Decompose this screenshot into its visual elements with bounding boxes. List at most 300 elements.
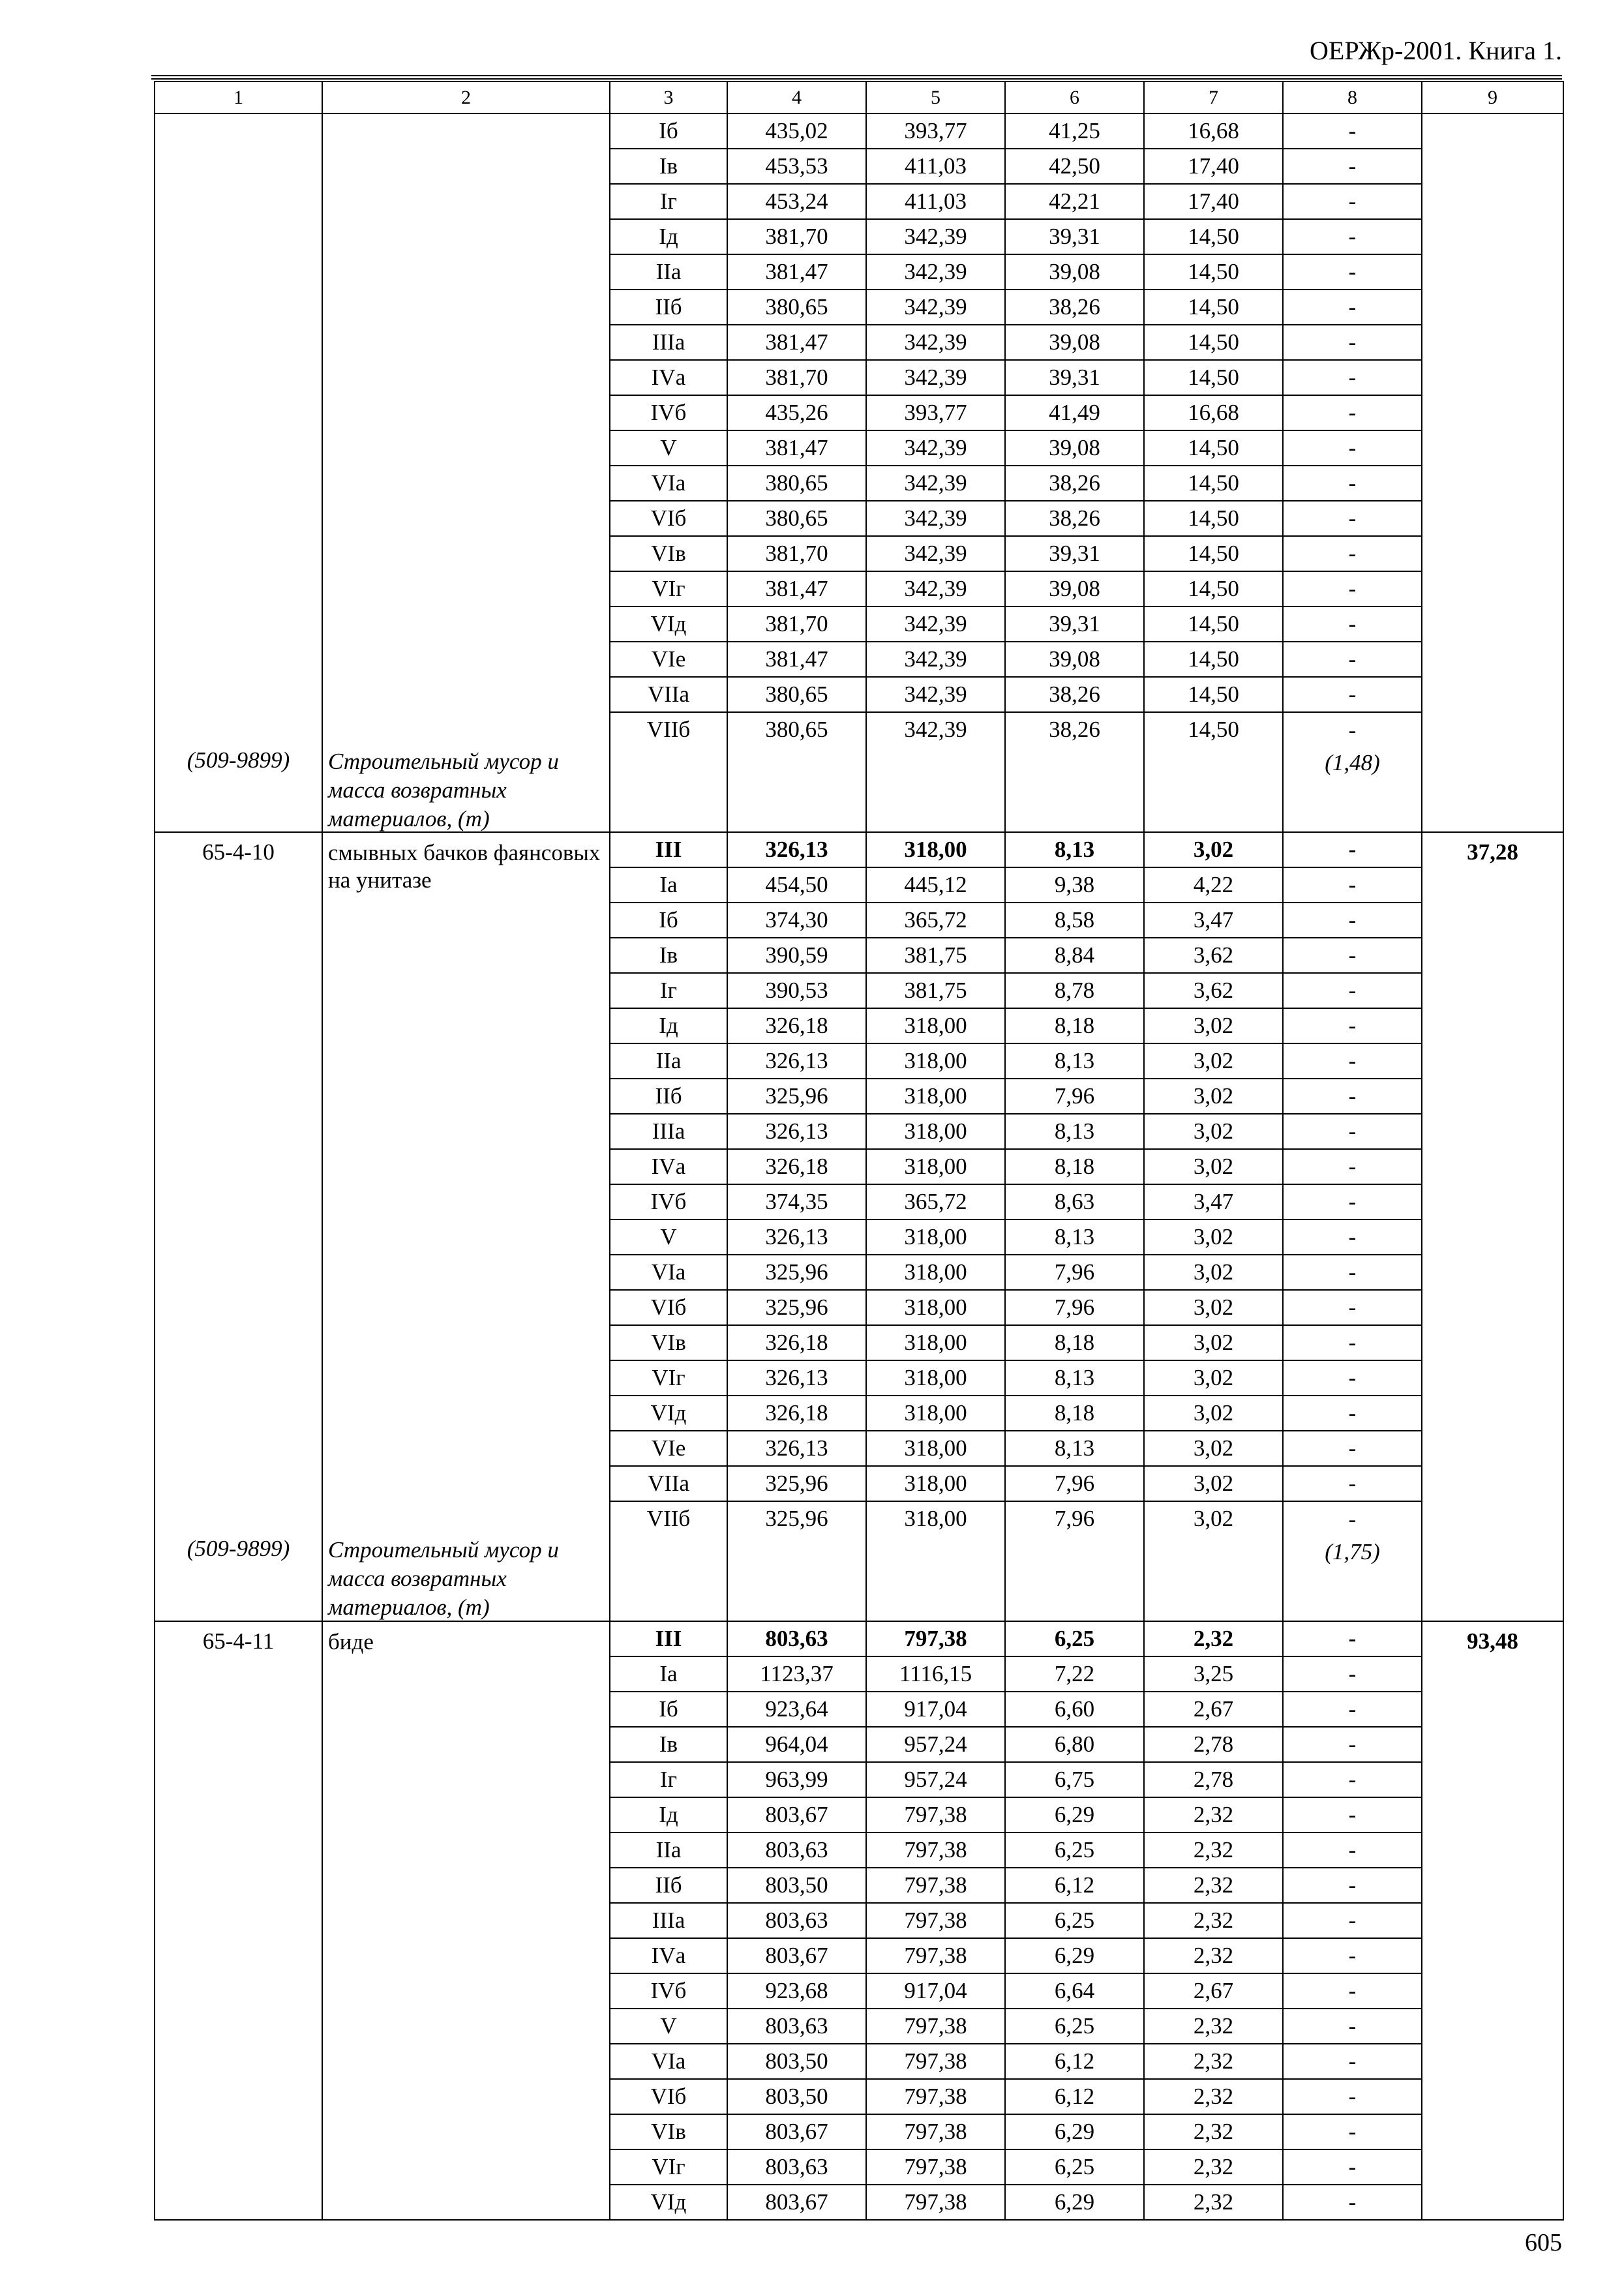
value-cell-c6: 39,08 bbox=[1005, 430, 1144, 466]
value-cell-c6: 6,12 bbox=[1005, 2079, 1144, 2114]
value-cell-c8: - bbox=[1283, 1396, 1422, 1431]
zone-cell: V bbox=[610, 2009, 727, 2044]
value-cell-c7: 3,02 bbox=[1144, 1396, 1283, 1431]
name-cell bbox=[322, 1621, 610, 2220]
zone-cell: VIв bbox=[610, 2114, 727, 2149]
value-cell-c7: 4,22 bbox=[1144, 867, 1283, 903]
value-cell-c4: 964,04 bbox=[727, 1727, 866, 1762]
resource-quantity: (1,48) bbox=[1325, 750, 1380, 775]
value-cell-c8: - bbox=[1283, 973, 1422, 1008]
zone-cell: VIв bbox=[610, 536, 727, 571]
value-cell-c7: 2,67 bbox=[1144, 1973, 1283, 2009]
value-cell-c4: 803,63 bbox=[727, 1903, 866, 1938]
value-cell-c6: 42,50 bbox=[1005, 149, 1144, 184]
value-cell-c4: 325,96 bbox=[727, 1079, 866, 1114]
header-double-rule bbox=[151, 75, 1562, 80]
zone-cell: VIд bbox=[610, 606, 727, 642]
value-cell-c8: - bbox=[1283, 2114, 1422, 2149]
value-cell-c7: 14,50 bbox=[1144, 290, 1283, 325]
value-cell-c7: 14,50 bbox=[1144, 677, 1283, 712]
value-cell-c4: 381,70 bbox=[727, 360, 866, 395]
value-cell-c8: - bbox=[1283, 642, 1422, 677]
value-cell-c6: 6,29 bbox=[1005, 1797, 1144, 1833]
value-cell-c6: 6,29 bbox=[1005, 1938, 1144, 1973]
total-cell bbox=[1422, 832, 1563, 1621]
value-cell-c5: 318,00 bbox=[866, 1149, 1005, 1184]
value-cell-c5: 318,00 bbox=[866, 1114, 1005, 1149]
value-cell-c5: 342,39 bbox=[866, 712, 1005, 832]
value-cell-c5: 342,39 bbox=[866, 360, 1005, 395]
column-number: 5 bbox=[866, 82, 1005, 113]
value-cell-c8: - bbox=[1283, 536, 1422, 571]
value-cell-c5: 445,12 bbox=[866, 867, 1005, 903]
zone-cell: IIа bbox=[610, 1833, 727, 1868]
value-cell-c5: 342,39 bbox=[866, 254, 1005, 290]
value-cell-c4: 380,65 bbox=[727, 466, 866, 501]
value-cell-c8: - bbox=[1283, 1008, 1422, 1043]
zone-cell: IIIа bbox=[610, 1114, 727, 1149]
value-cell-c4: 326,13 bbox=[727, 832, 866, 867]
value-cell-c6: 8,18 bbox=[1005, 1325, 1144, 1360]
value-cell-c8: - bbox=[1283, 2044, 1422, 2079]
value-cell-c7: 2,32 bbox=[1144, 2185, 1283, 2220]
value-cell-c6: 6,12 bbox=[1005, 1868, 1144, 1903]
value-cell-c8: - bbox=[1283, 903, 1422, 938]
zone-cell: Iв bbox=[610, 1727, 727, 1762]
value-cell-c7: 14,50 bbox=[1144, 430, 1283, 466]
resource-code: (509-9899) bbox=[187, 1536, 290, 1562]
value-cell-c6: 6,25 bbox=[1005, 1903, 1144, 1938]
value-cell-c8 bbox=[1283, 1501, 1422, 1621]
value-cell-c5: 318,00 bbox=[866, 1325, 1005, 1360]
value-cell-c5: 365,72 bbox=[866, 1184, 1005, 1219]
value-cell-c8: - bbox=[1283, 149, 1422, 184]
zone-cell: Iб bbox=[610, 113, 727, 149]
zone-cell: VIIа bbox=[610, 677, 727, 712]
value-cell-c8: - bbox=[1283, 430, 1422, 466]
value-cell-c4: 381,70 bbox=[727, 219, 866, 254]
value-cell-c5: 318,00 bbox=[866, 832, 1005, 867]
zone-cell: V bbox=[610, 1219, 727, 1255]
zone-cell: Iг bbox=[610, 973, 727, 1008]
value-cell-c6: 7,96 bbox=[1005, 1501, 1144, 1621]
value-cell-c4: 803,50 bbox=[727, 2044, 866, 2079]
value-cell-c8: - bbox=[1283, 1255, 1422, 1290]
zone-cell: Iд bbox=[610, 1008, 727, 1043]
value-cell-c6: 7,96 bbox=[1005, 1466, 1144, 1501]
value-cell-c8: - bbox=[1283, 113, 1422, 149]
value-cell-c8: - bbox=[1283, 1290, 1422, 1325]
value-cell-c5: 797,38 bbox=[866, 2009, 1005, 2044]
value-cell-c7: 14,50 bbox=[1144, 571, 1283, 606]
value-cell-c7: 2,32 bbox=[1144, 2044, 1283, 2079]
value-cell-c6: 8,13 bbox=[1005, 1219, 1144, 1255]
value-cell-c8: - bbox=[1283, 832, 1422, 867]
value-cell-c5: 342,39 bbox=[866, 642, 1005, 677]
value-cell-c8: - bbox=[1283, 1938, 1422, 1973]
value-cell-c5: 957,24 bbox=[866, 1762, 1005, 1797]
zone-cell: VIб bbox=[610, 501, 727, 536]
value-cell-c6: 8,58 bbox=[1005, 903, 1144, 938]
value-cell-c6: 6,25 bbox=[1005, 2149, 1144, 2185]
value-cell-c4: 803,67 bbox=[727, 1938, 866, 1973]
value-cell-c5: 318,00 bbox=[866, 1431, 1005, 1466]
name-cell bbox=[322, 832, 610, 1621]
zone-cell: IVа bbox=[610, 1938, 727, 1973]
value-cell-c7: 3,02 bbox=[1144, 1114, 1283, 1149]
value-cell-c6: 6,25 bbox=[1005, 1833, 1144, 1868]
value-cell-c6: 39,08 bbox=[1005, 571, 1144, 606]
value-cell-c7: 3,02 bbox=[1144, 1079, 1283, 1114]
value-cell-c6: 39,31 bbox=[1005, 536, 1144, 571]
value-cell-c6: 6,29 bbox=[1005, 2114, 1144, 2149]
value-cell-c5: 318,00 bbox=[866, 1255, 1005, 1290]
value-cell-c4: 803,67 bbox=[727, 1797, 866, 1833]
value-cell-c5: 1116,15 bbox=[866, 1656, 1005, 1692]
table-row bbox=[155, 832, 1563, 867]
zone-cell: IIа bbox=[610, 1043, 727, 1079]
total-cell bbox=[1422, 1621, 1563, 2220]
column-number: 9 bbox=[1422, 82, 1563, 113]
zone-cell: V bbox=[610, 430, 727, 466]
value-cell-c7: 2,67 bbox=[1144, 1692, 1283, 1727]
zone-cell: VIб bbox=[610, 1290, 727, 1325]
value-cell-c8: - bbox=[1283, 677, 1422, 712]
value-cell-c5: 381,75 bbox=[866, 973, 1005, 1008]
value-cell-c7: 2,32 bbox=[1144, 2149, 1283, 2185]
value-cell-c6: 8,78 bbox=[1005, 973, 1144, 1008]
value-cell-c7: 2,32 bbox=[1144, 1621, 1283, 1656]
zone-cell: IIб bbox=[610, 1868, 727, 1903]
value-cell-c7: 3,02 bbox=[1144, 1219, 1283, 1255]
column-number: 2 bbox=[322, 82, 610, 113]
value-cell-c4: 803,63 bbox=[727, 1621, 866, 1656]
value-cell-c7: 2,32 bbox=[1144, 1868, 1283, 1903]
value-cell-c8: - bbox=[1283, 501, 1422, 536]
column-number: 3 bbox=[610, 82, 727, 113]
zone-cell: Iг bbox=[610, 1762, 727, 1797]
value-cell-c5: 318,00 bbox=[866, 1079, 1005, 1114]
value-cell-c5: 797,38 bbox=[866, 2044, 1005, 2079]
value-cell-c6: 41,25 bbox=[1005, 113, 1144, 149]
zone-cell: Iд bbox=[610, 219, 727, 254]
value-cell-c8: - bbox=[1283, 395, 1422, 430]
value-cell-c5: 318,00 bbox=[866, 1043, 1005, 1079]
value-cell-c6: 6,80 bbox=[1005, 1727, 1144, 1762]
value-cell-c5: 342,39 bbox=[866, 571, 1005, 606]
value-cell-c6: 8,13 bbox=[1005, 1360, 1144, 1396]
value-cell-c8: - bbox=[1283, 2149, 1422, 2185]
value-cell-c6: 41,49 bbox=[1005, 395, 1144, 430]
value-cell-c7: 3,02 bbox=[1144, 1360, 1283, 1396]
value-cell-c8: - bbox=[1283, 290, 1422, 325]
column-number-row bbox=[155, 82, 1563, 113]
total-value: 37,28 bbox=[1467, 839, 1518, 865]
value-cell-c4: 390,59 bbox=[727, 938, 866, 973]
value-cell-c7: 3,02 bbox=[1144, 1255, 1283, 1290]
table-row bbox=[155, 113, 1563, 149]
zone-cell: IIIа bbox=[610, 325, 727, 360]
table-body bbox=[155, 82, 1563, 2220]
value-cell-c7: 17,40 bbox=[1144, 149, 1283, 184]
value-cell-c6: 39,08 bbox=[1005, 254, 1144, 290]
value-cell-c5: 318,00 bbox=[866, 1008, 1005, 1043]
value-cell-c6: 6,60 bbox=[1005, 1692, 1144, 1727]
value-cell-c6: 7,96 bbox=[1005, 1079, 1144, 1114]
value-cell-c7: 3,02 bbox=[1144, 1431, 1283, 1466]
zone-cell: VIа bbox=[610, 2044, 727, 2079]
value-cell-c4: 381,47 bbox=[727, 642, 866, 677]
value-cell-c6: 7,96 bbox=[1005, 1255, 1144, 1290]
value-cell-c6: 39,08 bbox=[1005, 642, 1144, 677]
code-cell bbox=[155, 113, 322, 832]
rate-code: 65-4-11 bbox=[202, 1628, 275, 1654]
value-cell-c8: - bbox=[1283, 1360, 1422, 1396]
value-cell-c7: 14,50 bbox=[1144, 254, 1283, 290]
value-cell-c6: 38,26 bbox=[1005, 712, 1144, 832]
value-cell-c4: 381,70 bbox=[727, 536, 866, 571]
zone-cell: VIе bbox=[610, 642, 727, 677]
value-cell-c4: 923,64 bbox=[727, 1692, 866, 1727]
column-number: 6 bbox=[1005, 82, 1144, 113]
work-name: смывных бачков фаянсовых на унитазе bbox=[328, 840, 601, 893]
value-cell-c5: 342,39 bbox=[866, 677, 1005, 712]
value-cell-c7: 14,50 bbox=[1144, 536, 1283, 571]
value-cell-c4: 325,96 bbox=[727, 1290, 866, 1325]
value-cell-c4: 380,65 bbox=[727, 677, 866, 712]
value-cell-c5: 318,00 bbox=[866, 1290, 1005, 1325]
value-cell-c7: 2,78 bbox=[1144, 1727, 1283, 1762]
zone-cell: IIб bbox=[610, 1079, 727, 1114]
value-cell-c8: - bbox=[1283, 1043, 1422, 1079]
value-cell-c5: 342,39 bbox=[866, 290, 1005, 325]
page-number: 605 bbox=[1525, 2229, 1562, 2256]
value-cell-c8: - bbox=[1283, 466, 1422, 501]
value-cell-c4: 326,13 bbox=[727, 1360, 866, 1396]
value-cell-c5: 365,72 bbox=[866, 903, 1005, 938]
value-cell-c4: 803,63 bbox=[727, 2149, 866, 2185]
zone-cell: VIд bbox=[610, 1396, 727, 1431]
value-cell-c7: 2,32 bbox=[1144, 1903, 1283, 1938]
value-cell-c6: 39,31 bbox=[1005, 219, 1144, 254]
zone-cell: III bbox=[610, 1621, 727, 1656]
value-cell-c5: 342,39 bbox=[866, 325, 1005, 360]
value-cell-c7: 14,50 bbox=[1144, 712, 1283, 832]
value-cell-c4: 803,50 bbox=[727, 1868, 866, 1903]
value-cell-c7: 3,02 bbox=[1144, 1466, 1283, 1501]
value-cell-c5: 411,03 bbox=[866, 184, 1005, 219]
value-cell-c4: 374,35 bbox=[727, 1184, 866, 1219]
value-cell-c8: - bbox=[1283, 219, 1422, 254]
value-cell-c4: 326,13 bbox=[727, 1043, 866, 1079]
zone-cell: VIб bbox=[610, 2079, 727, 2114]
value-cell-c7: 2,78 bbox=[1144, 1762, 1283, 1797]
value-cell-c4: 435,26 bbox=[727, 395, 866, 430]
resource-code: (509-9899) bbox=[187, 747, 290, 773]
work-name bbox=[323, 114, 609, 121]
value-cell-c6: 38,26 bbox=[1005, 501, 1144, 536]
value-cell-c4: 803,63 bbox=[727, 2009, 866, 2044]
value-cell-c8: - bbox=[1283, 1079, 1422, 1114]
zone-cell: Iг bbox=[610, 184, 727, 219]
value-cell-c5: 797,38 bbox=[866, 2114, 1005, 2149]
value-cell-c5: 797,38 bbox=[866, 1833, 1005, 1868]
value-cell-c7: 16,68 bbox=[1144, 395, 1283, 430]
table-row bbox=[155, 1621, 1563, 1656]
value-cell-c6: 8,18 bbox=[1005, 1396, 1144, 1431]
zone-cell: Iв bbox=[610, 149, 727, 184]
zone-cell: VIе bbox=[610, 1431, 727, 1466]
value-cell-c4: 803,67 bbox=[727, 2114, 866, 2149]
page-header-title: ОЕРЖр-2001. Книга 1. bbox=[1310, 36, 1562, 65]
zone-cell: VIг bbox=[610, 2149, 727, 2185]
value-cell-c4: 326,13 bbox=[727, 1431, 866, 1466]
value-cell-c8: - bbox=[1283, 1692, 1422, 1727]
zone-cell: Iб bbox=[610, 903, 727, 938]
value-cell-c8: - bbox=[1283, 254, 1422, 290]
value-cell-c8: - bbox=[1283, 1621, 1422, 1656]
zone-cell: Iв bbox=[610, 938, 727, 973]
column-number: 4 bbox=[727, 82, 866, 113]
value-cell-c6: 9,38 bbox=[1005, 867, 1144, 903]
value-cell-c8 bbox=[1283, 712, 1422, 832]
value-cell-c8: - bbox=[1283, 1973, 1422, 2009]
value-cell-c5: 318,00 bbox=[866, 1396, 1005, 1431]
zone-cell: IVа bbox=[610, 360, 727, 395]
column-number: 7 bbox=[1144, 82, 1283, 113]
value-cell-c4: 326,13 bbox=[727, 1114, 866, 1149]
value-cell-c5: 917,04 bbox=[866, 1973, 1005, 2009]
zone-cell: IIа bbox=[610, 254, 727, 290]
value-cell-c6: 8,18 bbox=[1005, 1149, 1144, 1184]
zone-cell: III bbox=[610, 832, 727, 867]
price-table bbox=[154, 81, 1564, 2221]
value-cell-c8: - bbox=[1283, 325, 1422, 360]
value-cell-c5: 393,77 bbox=[866, 113, 1005, 149]
value-cell-c6: 8,13 bbox=[1005, 832, 1144, 867]
value-cell-c4: 380,65 bbox=[727, 712, 866, 832]
value-cell-c8: - bbox=[1283, 2185, 1422, 2220]
value-cell-c6: 8,13 bbox=[1005, 1114, 1144, 1149]
value-cell-c6: 8,13 bbox=[1005, 1431, 1144, 1466]
value-cell-c7: 3,02 bbox=[1144, 1008, 1283, 1043]
work-name: биде bbox=[328, 1629, 374, 1654]
value-cell-c6: 6,75 bbox=[1005, 1762, 1144, 1797]
value-cell-c7: 14,50 bbox=[1144, 325, 1283, 360]
total-cell bbox=[1422, 113, 1563, 832]
value-cell-c5: 318,00 bbox=[866, 1501, 1005, 1621]
resource-quantity: (1,75) bbox=[1325, 1539, 1380, 1564]
value-cell-c7: 14,50 bbox=[1144, 501, 1283, 536]
value-cell-c7: 3,62 bbox=[1144, 973, 1283, 1008]
value-cell-c6: 39,08 bbox=[1005, 325, 1144, 360]
value-cell-c6: 8,63 bbox=[1005, 1184, 1144, 1219]
value-cell-c7: 3,47 bbox=[1144, 903, 1283, 938]
zone-cell: VIа bbox=[610, 466, 727, 501]
value-cell-c5: 342,39 bbox=[866, 501, 1005, 536]
value-cell-c8: - bbox=[1283, 1727, 1422, 1762]
zone-cell: Iа bbox=[610, 867, 727, 903]
value-cell-c8: - bbox=[1283, 184, 1422, 219]
value-cell-c7: 14,50 bbox=[1144, 219, 1283, 254]
value-cell-c8: - bbox=[1283, 2079, 1422, 2114]
value-cell-c7: 2,32 bbox=[1144, 1833, 1283, 1868]
value-cell-c6: 39,31 bbox=[1005, 606, 1144, 642]
value-cell-c7: 3,02 bbox=[1144, 1149, 1283, 1184]
value-cell-c6: 39,31 bbox=[1005, 360, 1144, 395]
value-cell-c5: 797,38 bbox=[866, 1938, 1005, 1973]
value-cell-c8: - bbox=[1283, 571, 1422, 606]
zone-cell: VIIб bbox=[610, 712, 727, 832]
value-cell-c4: 453,53 bbox=[727, 149, 866, 184]
value-cell-c5: 957,24 bbox=[866, 1727, 1005, 1762]
value-cell-c4: 1123,37 bbox=[727, 1656, 866, 1692]
value-cell-c4: 325,96 bbox=[727, 1255, 866, 1290]
value-cell-c5: 393,77 bbox=[866, 395, 1005, 430]
value-cell-c6: 38,26 bbox=[1005, 466, 1144, 501]
dash-value: - bbox=[1348, 1506, 1357, 1532]
value-cell-c8: - bbox=[1283, 1797, 1422, 1833]
value-cell-c6: 6,64 bbox=[1005, 1973, 1144, 2009]
value-cell-c8: - bbox=[1283, 1431, 1422, 1466]
value-cell-c5: 797,38 bbox=[866, 2185, 1005, 2220]
value-cell-c7: 3,02 bbox=[1144, 1043, 1283, 1079]
value-cell-c8: - bbox=[1283, 1149, 1422, 1184]
value-cell-c4: 326,18 bbox=[727, 1008, 866, 1043]
value-cell-c8: - bbox=[1283, 1868, 1422, 1903]
code-cell bbox=[155, 1621, 322, 2220]
value-cell-c7: 3,02 bbox=[1144, 1290, 1283, 1325]
value-cell-c6: 8,13 bbox=[1005, 1043, 1144, 1079]
value-cell-c5: 797,38 bbox=[866, 2079, 1005, 2114]
value-cell-c4: 963,99 bbox=[727, 1762, 866, 1797]
value-cell-c7: 3,47 bbox=[1144, 1184, 1283, 1219]
value-cell-c4: 803,50 bbox=[727, 2079, 866, 2114]
value-cell-c7: 3,02 bbox=[1144, 1325, 1283, 1360]
value-cell-c7: 2,32 bbox=[1144, 1938, 1283, 1973]
total-value bbox=[1422, 114, 1563, 121]
value-cell-c5: 797,38 bbox=[866, 1797, 1005, 1833]
value-cell-c4: 923,68 bbox=[727, 1973, 866, 2009]
zone-cell: VIг bbox=[610, 1360, 727, 1396]
resource-name: Строительный мусор и масса возвратных материалов, (т) bbox=[328, 748, 559, 831]
value-cell-c5: 318,00 bbox=[866, 1219, 1005, 1255]
value-cell-c7: 14,50 bbox=[1144, 360, 1283, 395]
value-cell-c4: 390,53 bbox=[727, 973, 866, 1008]
value-cell-c7: 3,62 bbox=[1144, 938, 1283, 973]
zone-cell: VIв bbox=[610, 1325, 727, 1360]
value-cell-c6: 6,29 bbox=[1005, 2185, 1144, 2220]
zone-cell: Iб bbox=[610, 1692, 727, 1727]
value-cell-c6: 8,84 bbox=[1005, 938, 1144, 973]
value-cell-c5: 342,39 bbox=[866, 466, 1005, 501]
value-cell-c4: 381,70 bbox=[727, 606, 866, 642]
value-cell-c6: 6,12 bbox=[1005, 2044, 1144, 2079]
value-cell-c4: 803,67 bbox=[727, 2185, 866, 2220]
value-cell-c6: 42,21 bbox=[1005, 184, 1144, 219]
value-cell-c8: - bbox=[1283, 1325, 1422, 1360]
zone-cell: IVа bbox=[610, 1149, 727, 1184]
value-cell-c7: 3,02 bbox=[1144, 832, 1283, 867]
zone-cell: VIа bbox=[610, 1255, 727, 1290]
value-cell-c4: 374,30 bbox=[727, 903, 866, 938]
value-cell-c4: 325,96 bbox=[727, 1501, 866, 1621]
zone-cell: IVб bbox=[610, 395, 727, 430]
value-cell-c4: 381,47 bbox=[727, 254, 866, 290]
value-cell-c5: 797,38 bbox=[866, 1868, 1005, 1903]
value-cell-c8: - bbox=[1283, 360, 1422, 395]
value-cell-c5: 342,39 bbox=[866, 430, 1005, 466]
